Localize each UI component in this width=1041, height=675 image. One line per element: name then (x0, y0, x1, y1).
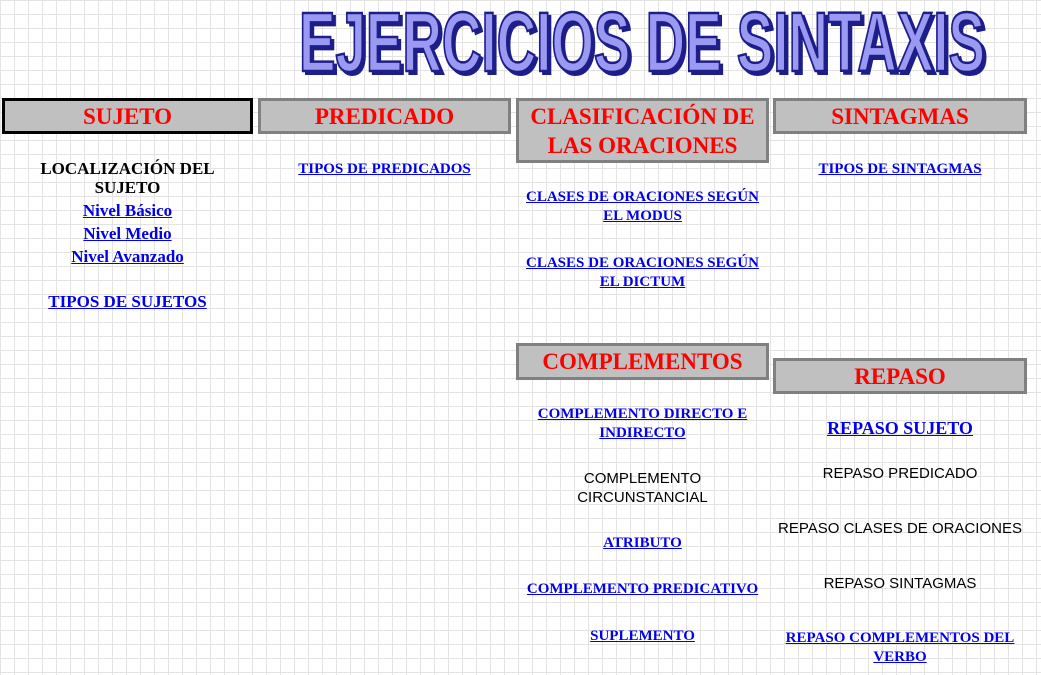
heading-complementos (516, 343, 769, 380)
complemento-circunstancial-text: COMPLEMENTO CIRCUNSTANCIAL (577, 470, 708, 506)
predicado-column (258, 160, 511, 178)
repaso-sujeto-link[interactable]: REPASO SUJETO (827, 418, 973, 438)
heading-sintagmas-text: SINTAGMAS (831, 103, 969, 129)
complemento-predicativo-link[interactable]: COMPLEMENTO PREDICATIVO (526, 581, 759, 597)
page-title-text: EJERCICIOS DE SINTAXIS (299, 2, 985, 82)
heading-repaso (773, 358, 1027, 394)
heading-clasificacion-text: CLASIFICACIÓN DE LAS ORACIONES (530, 103, 755, 158)
repaso-complementos-verbo-link[interactable]: REPASO COMPLEMENTOS DEL VERBO (785, 630, 1015, 665)
clases-segun-dictum-link[interactable]: CLASES DE ORACIONES SEGÚN EL DICTUM (526, 255, 759, 290)
heading-sujeto (2, 98, 253, 134)
heading-complementos-text: COMPLEMENTOS (542, 349, 743, 374)
page-title-shadow: EJERCICIOS DE SINTAXIS (302, 2, 988, 82)
heading-predicado-text: PREDICADO (314, 103, 455, 129)
clases-segun-modus-link[interactable]: CLASES DE ORACIONES SEGÚN EL MODUS (526, 189, 759, 224)
complementos-column (516, 405, 769, 646)
tipos-sintagmas-link[interactable]: TIPOS DE SINTAGMAS (818, 161, 982, 177)
repaso-clases-oraciones-text: REPASO CLASES DE ORACIONES (778, 520, 1022, 537)
repaso-column (773, 418, 1027, 667)
repaso-sintagmas-text: REPASO SINTAGMAS (823, 575, 977, 592)
nivel-basico-link[interactable]: Nivel Básico (82, 201, 173, 220)
page-title (296, 2, 990, 82)
heading-clasificacion (516, 98, 769, 163)
clasificacion-column (516, 188, 769, 292)
heading-predicado (258, 98, 511, 134)
complemento-directo-indirecto-link[interactable]: COMPLEMENTO DIRECTO E INDIRECTO (537, 406, 748, 441)
page-title-wordart (296, 2, 990, 82)
nivel-avanzado-link[interactable]: Nivel Avanzado (71, 247, 184, 266)
repaso-predicado-text: REPASO PREDICADO (822, 465, 978, 482)
heading-repaso-text: REPASO (854, 363, 946, 389)
heading-sujeto-text: SUJETO (82, 103, 173, 129)
atributo-link[interactable]: ATRIBUTO (603, 535, 682, 551)
tipos-sujetos-link[interactable]: TIPOS DE SUJETOS (48, 292, 207, 311)
suplemento-link[interactable]: SUPLEMENTO (590, 628, 695, 644)
nivel-medio-link[interactable]: Nivel Medio (83, 224, 172, 243)
tipos-predicados-link[interactable]: TIPOS DE PREDICADOS (298, 161, 471, 177)
sintagmas-column (773, 160, 1027, 178)
sujeto-column (2, 159, 253, 311)
heading-sintagmas (773, 98, 1027, 134)
localizacion-sujeto-label: LOCALIZACIÓN DEL SUJETO (40, 159, 215, 197)
